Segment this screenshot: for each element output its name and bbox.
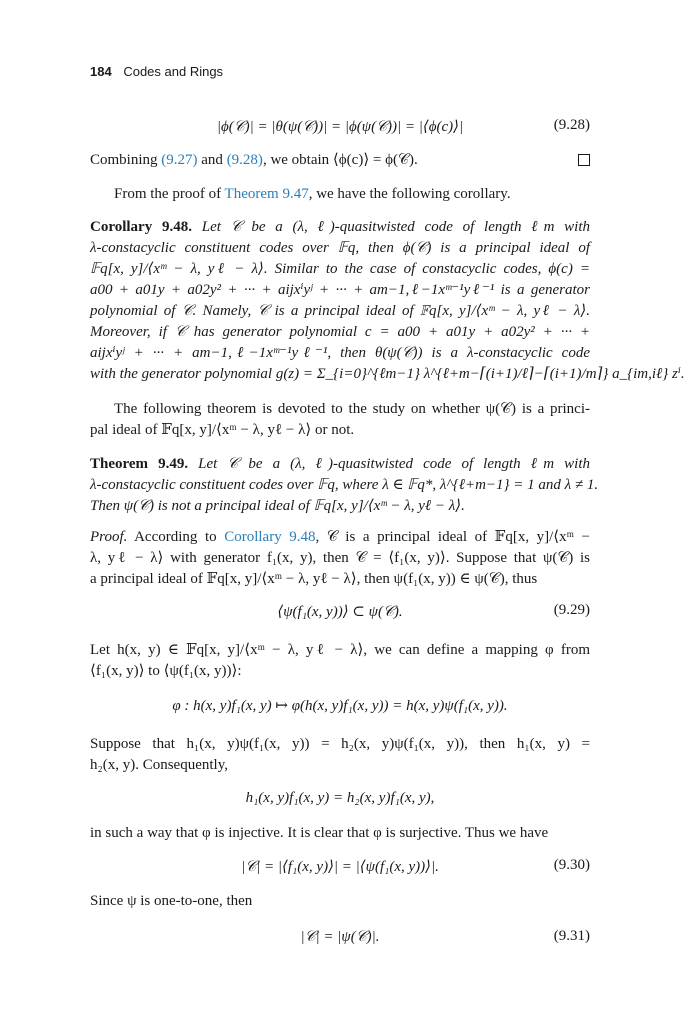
text-line: Suppose that h₁(x, y)ψ(f₁(x, y)) = h₂(x, y)ψ(f₁(x, y)), then h₁(x, y) =	[90, 736, 590, 752]
text-line: h₂(x, y). Consequently,	[90, 757, 228, 773]
text-line: aijxⁱyʲ + ··· + am−1,ℓ−1xᵐ⁻¹yℓ⁻¹, then θ(ψ(𝒞)) is a λ-constacyclic code	[90, 345, 590, 361]
let-h-paragraph	[90, 640, 590, 682]
text-line: Then ψ(𝒞) is not a principal ideal of 𝔽q[x, y]/⟨xᵐ − λ, yℓ − λ⟩.	[90, 498, 465, 514]
corollary-9-48	[90, 217, 685, 385]
equation-ref-link[interactable]: (9.27)	[161, 152, 198, 168]
text-line: The following theorem is devoted to the study on whether ψ(𝒞) is a princi-	[114, 401, 590, 417]
equation-9-31	[90, 928, 590, 950]
text-line: ⟨f₁(x, y)⟩ to ⟨ψ(f₁(x, y))⟩:	[90, 663, 242, 679]
equation-math: |𝒞| = |ψ(𝒞)|.	[300, 929, 380, 945]
text: From the proof of	[114, 186, 225, 202]
equation-number: (9.30)	[553, 857, 590, 873]
suppose-paragraph	[90, 734, 590, 776]
equation-number: (9.29)	[553, 602, 590, 618]
text: According to	[127, 529, 225, 545]
text-line: a principal ideal of 𝔽q[x, y]/⟨xᵐ − λ, yℓ − λ⟩, then ψ(f₁(x, y)) ∈ ψ(𝒞), thus	[90, 571, 538, 587]
from-proof-paragraph	[90, 184, 590, 205]
text: and	[197, 152, 227, 168]
equation-mapping	[90, 696, 590, 718]
text-line: with the generator polynomial g(z) = Σ_{i=0}^{ℓm−1} λ^{ℓ+m−⌈(i+1)/ℓ⌉−⌈(i+1)/m⌉} a_{im,iℓ} zⁱ.	[90, 366, 685, 382]
text-line: Let 𝒞 be a (λ, ℓ)-quasitwisted code of length ℓm with	[198, 456, 590, 472]
equation-math: |ϕ(𝒞)| = |θ(ψ(𝒞))| = |ϕ(ψ(𝒞))| = |⟨ϕ(c)⟩|	[216, 119, 464, 135]
text-line: in such a way that φ is injective. It is clear that φ is surjective. Thus we have	[90, 825, 549, 841]
equation-math: h₁(x, y)f₁(x, y) = h₂(x, y)f₁(x, y),	[245, 790, 435, 806]
equation-number: (9.31)	[553, 928, 590, 944]
following-theorem-paragraph	[90, 399, 590, 441]
theorem-label: Theorem 9.49.	[90, 456, 189, 472]
since-paragraph	[90, 891, 590, 912]
text-line: λ, yℓ − λ⟩ with generator f₁(x, y), then 𝒞 = ⟨f₁(x, y)⟩. Suppose that ψ(𝒞) is	[90, 550, 590, 566]
equation-math: |𝒞| = |⟨f₁(x, y)⟩| = |⟨ψ(f₁(x, y))⟩|.	[241, 859, 439, 875]
qed-box-icon	[578, 154, 590, 166]
equation-9-28	[90, 117, 590, 139]
text-line: Let h(x, y) ∈ 𝔽q[x, y]/⟨xᵐ − λ, yℓ − λ⟩, we can define a mapping φ from	[90, 642, 590, 658]
theorem-9-49	[90, 454, 599, 517]
text-line: Since ψ is one-to-one, then	[90, 893, 253, 909]
running-header	[90, 64, 223, 79]
text: , we have the following corollary.	[308, 186, 511, 202]
text-line: pal ideal of 𝔽q[x, y]/⟨xᵐ − λ, yℓ − λ⟩ or not.	[90, 422, 355, 438]
text: Combining	[90, 152, 162, 168]
equation-9-30	[90, 857, 590, 879]
running-title: Codes and Rings	[123, 64, 224, 79]
page-number: 184	[90, 64, 112, 79]
injective-paragraph	[90, 823, 590, 844]
theorem-ref-link[interactable]: Theorem 9.47	[224, 186, 309, 202]
text-line: λ-constacyclic constituent codes over 𝔽q, where λ ∈ 𝔽q*, λ^{ℓ+m−1} = 1 and λ ≠ 1.	[90, 477, 599, 493]
text: , we obtain ⟨ϕ(c)⟩ = ϕ(𝒞).	[262, 152, 418, 168]
text-line: a00 + a01y + a02y² + ··· + aijxⁱyʲ + ··· + am−1,ℓ−1xᵐ⁻¹yℓ⁻¹ is a generator	[90, 282, 590, 298]
equation-number: (9.28)	[553, 117, 590, 133]
text-line: λ-constacyclic constituent codes over 𝔽q, then ϕ(𝒞) is a principal ideal of	[90, 240, 590, 256]
equation-math: ⟨ψ(f₁(x, y))⟩ ⊂ ψ(𝒞).	[277, 604, 403, 620]
equation-h	[90, 790, 590, 812]
text-line: polynomial of 𝒞. Namely, 𝒞 is a principal ideal of 𝔽q[x, y]/⟨xᵐ − λ, yℓ − λ⟩.	[90, 303, 590, 319]
equation-ref-link[interactable]: (9.28)	[226, 152, 263, 168]
corollary-ref-link[interactable]: Corollary 9.48	[224, 529, 316, 545]
text-line: Moreover, if 𝒞 has generator polynomial c = a00 + a01y + a02y² + ··· +	[90, 324, 590, 340]
proof-paragraph	[90, 527, 590, 590]
proof-label: Proof.	[90, 529, 128, 545]
text-line: 𝔽q[x, y]/⟨xᵐ − λ, yℓ − λ⟩. Similar to the case of constacyclic codes, ϕ(c) =	[90, 261, 590, 277]
equation-9-29	[90, 602, 590, 624]
combining-paragraph	[90, 150, 590, 171]
text-line: Let 𝒞 be a (λ, ℓ)-quasitwisted code of length ℓm with	[201, 219, 590, 235]
equation-math: φ : h(x, y)f₁(x, y) ↦ φ(h(x, y)f₁(x, y)) = h(x, y)ψ(f₁(x, y)).	[172, 698, 508, 714]
text: , 𝒞 is a principal ideal of 𝔽q[x, y]/⟨xᵐ −	[315, 529, 590, 545]
corollary-label: Corollary 9.48.	[90, 219, 192, 235]
